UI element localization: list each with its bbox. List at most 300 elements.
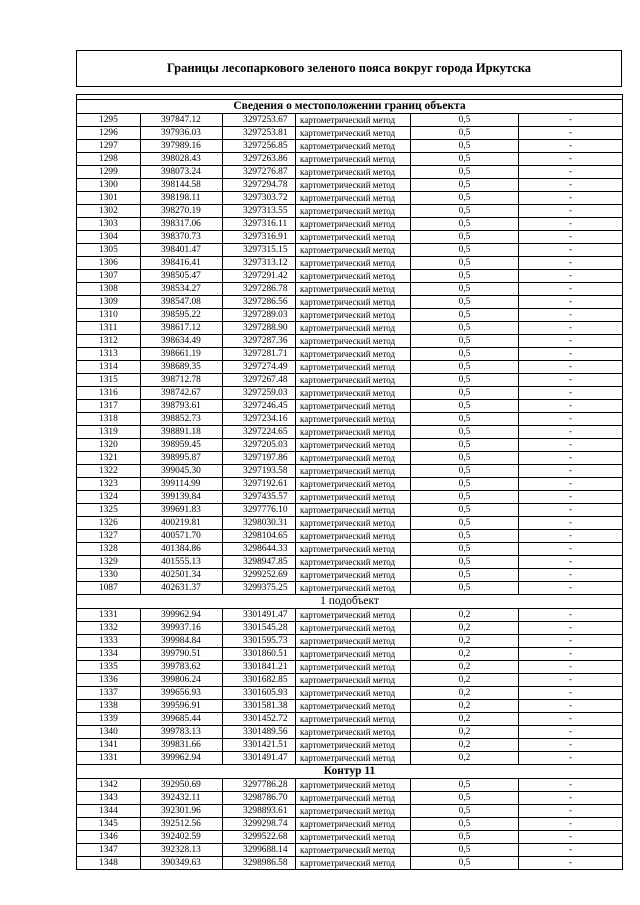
method-cell: картометрический метод xyxy=(296,857,411,870)
point-number-cell: 1333 xyxy=(77,635,141,648)
description-cell: - xyxy=(519,779,623,792)
y-coordinate-cell: 3299375.25 xyxy=(223,582,296,595)
method-cell: картометрический метод xyxy=(296,257,411,270)
method-cell: картометрический метод xyxy=(296,452,411,465)
y-coordinate-cell: 3297316.11 xyxy=(223,218,296,231)
point-number-cell: 1306 xyxy=(77,257,141,270)
point-number-cell: 1345 xyxy=(77,818,141,831)
point-number-cell: 1326 xyxy=(77,517,141,530)
accuracy-cell: 0,5 xyxy=(411,387,519,400)
point-number-cell: 1298 xyxy=(77,153,141,166)
accuracy-cell: 0,2 xyxy=(411,609,519,622)
accuracy-cell: 0,5 xyxy=(411,179,519,192)
table-row xyxy=(77,244,623,257)
method-cell: картометрический метод xyxy=(296,205,411,218)
subobject-row xyxy=(77,595,623,609)
accuracy-cell: 0,2 xyxy=(411,635,519,648)
table-row xyxy=(77,569,623,582)
description-cell: - xyxy=(519,400,623,413)
x-coordinate-cell: 398198.11 xyxy=(141,192,223,205)
accuracy-cell: 0,5 xyxy=(411,413,519,426)
description-cell: - xyxy=(519,687,623,700)
accuracy-cell: 0,5 xyxy=(411,439,519,452)
y-coordinate-cell: 3301581.38 xyxy=(223,700,296,713)
y-coordinate-cell: 3297259.03 xyxy=(223,387,296,400)
point-number-cell: 1310 xyxy=(77,309,141,322)
y-coordinate-cell: 3297197.86 xyxy=(223,452,296,465)
x-coordinate-cell: 399790.51 xyxy=(141,648,223,661)
point-number-cell: 1313 xyxy=(77,348,141,361)
y-coordinate-cell: 3299298.74 xyxy=(223,818,296,831)
y-coordinate-cell: 3297224.65 xyxy=(223,426,296,439)
x-coordinate-cell: 399783.62 xyxy=(141,661,223,674)
y-coordinate-cell: 3298986.58 xyxy=(223,857,296,870)
method-cell: картометрический метод xyxy=(296,296,411,309)
point-number-cell: 1324 xyxy=(77,491,141,504)
method-cell: картометрический метод xyxy=(296,374,411,387)
x-coordinate-cell: 398144.58 xyxy=(141,179,223,192)
accuracy-cell: 0,5 xyxy=(411,857,519,870)
method-cell: картометрический метод xyxy=(296,322,411,335)
point-number-cell: 1338 xyxy=(77,700,141,713)
x-coordinate-cell: 400219.81 xyxy=(141,517,223,530)
table-row xyxy=(77,413,623,426)
point-number-cell: 1297 xyxy=(77,140,141,153)
x-coordinate-cell: 397936.03 xyxy=(141,127,223,140)
method-cell: картометрический метод xyxy=(296,752,411,765)
method-cell: картометрический метод xyxy=(296,231,411,244)
method-cell: картометрический метод xyxy=(296,335,411,348)
description-cell: - xyxy=(519,517,623,530)
accuracy-cell: 0,5 xyxy=(411,465,519,478)
method-cell: картометрический метод xyxy=(296,244,411,257)
description-cell: - xyxy=(519,244,623,257)
description-cell: - xyxy=(519,205,623,218)
y-coordinate-cell: 3301605.93 xyxy=(223,687,296,700)
point-number-cell: 1331 xyxy=(77,752,141,765)
accuracy-cell: 0,2 xyxy=(411,661,519,674)
method-cell: картометрический метод xyxy=(296,661,411,674)
table-row xyxy=(77,648,623,661)
point-number-cell: 1318 xyxy=(77,413,141,426)
table-row xyxy=(77,478,623,491)
method-cell: картометрический метод xyxy=(296,140,411,153)
x-coordinate-cell: 392432.11 xyxy=(141,792,223,805)
method-cell: картометрический метод xyxy=(296,792,411,805)
table-row xyxy=(77,831,623,844)
x-coordinate-cell: 399685.44 xyxy=(141,713,223,726)
table-row xyxy=(77,792,623,805)
point-number-cell: 1340 xyxy=(77,726,141,739)
x-coordinate-cell: 401384.86 xyxy=(141,543,223,556)
description-cell: - xyxy=(519,622,623,635)
contour-heading: Контур 11 xyxy=(77,765,623,779)
point-number-cell: 1317 xyxy=(77,400,141,413)
y-coordinate-cell: 3297281.71 xyxy=(223,348,296,361)
x-coordinate-cell: 392301.96 xyxy=(141,805,223,818)
x-coordinate-cell: 399806.24 xyxy=(141,674,223,687)
accuracy-cell: 0,5 xyxy=(411,244,519,257)
y-coordinate-cell: 3298030.31 xyxy=(223,517,296,530)
y-coordinate-cell: 3297776.10 xyxy=(223,504,296,517)
table-row xyxy=(77,609,623,622)
method-cell: картометрический метод xyxy=(296,713,411,726)
x-coordinate-cell: 399962.94 xyxy=(141,609,223,622)
x-coordinate-cell: 399962.94 xyxy=(141,752,223,765)
table-row xyxy=(77,205,623,218)
description-cell: - xyxy=(519,805,623,818)
table-row xyxy=(77,857,623,870)
description-cell: - xyxy=(519,192,623,205)
method-cell: картометрический метод xyxy=(296,218,411,231)
description-cell: - xyxy=(519,674,623,687)
accuracy-cell: 0,5 xyxy=(411,792,519,805)
table-row xyxy=(77,439,623,452)
point-number-cell: 1299 xyxy=(77,166,141,179)
table-row xyxy=(77,700,623,713)
table-row xyxy=(77,818,623,831)
method-cell: картометрический метод xyxy=(296,127,411,140)
description-cell: - xyxy=(519,478,623,491)
accuracy-cell: 0,2 xyxy=(411,622,519,635)
x-coordinate-cell: 399691.83 xyxy=(141,504,223,517)
description-cell: - xyxy=(519,818,623,831)
description-cell: - xyxy=(519,491,623,504)
point-number-cell: 1330 xyxy=(77,569,141,582)
x-coordinate-cell: 399783.13 xyxy=(141,726,223,739)
x-coordinate-cell: 398317.06 xyxy=(141,218,223,231)
point-number-cell: 1311 xyxy=(77,322,141,335)
table-row xyxy=(77,374,623,387)
description-cell: - xyxy=(519,387,623,400)
point-number-cell: 1327 xyxy=(77,530,141,543)
description-cell: - xyxy=(519,296,623,309)
table-row xyxy=(77,361,623,374)
y-coordinate-cell: 3297287.36 xyxy=(223,335,296,348)
method-cell: картометрический метод xyxy=(296,543,411,556)
title-spacer xyxy=(76,87,622,94)
x-coordinate-cell: 398028.43 xyxy=(141,153,223,166)
description-cell: - xyxy=(519,140,623,153)
y-coordinate-cell: 3301489.56 xyxy=(223,726,296,739)
y-coordinate-cell: 3297205.03 xyxy=(223,439,296,452)
accuracy-cell: 0,5 xyxy=(411,543,519,556)
table-row xyxy=(77,504,623,517)
point-number-cell: 1329 xyxy=(77,556,141,569)
y-coordinate-cell: 3297313.55 xyxy=(223,205,296,218)
subobject-label: 1 подобъект xyxy=(77,595,623,609)
point-number-cell: 1328 xyxy=(77,543,141,556)
table-row xyxy=(77,491,623,504)
accuracy-cell: 0,5 xyxy=(411,257,519,270)
accuracy-cell: 0,5 xyxy=(411,335,519,348)
y-coordinate-cell: 3299252.69 xyxy=(223,569,296,582)
y-coordinate-cell: 3297234.16 xyxy=(223,413,296,426)
method-cell: картометрический метод xyxy=(296,648,411,661)
method-cell: картометрический метод xyxy=(296,726,411,739)
y-coordinate-cell: 3297316.91 xyxy=(223,231,296,244)
accuracy-cell: 0,5 xyxy=(411,569,519,582)
description-cell: - xyxy=(519,283,623,296)
y-coordinate-cell: 3301491.47 xyxy=(223,752,296,765)
table-row xyxy=(77,635,623,648)
description-cell: - xyxy=(519,556,623,569)
table-row xyxy=(77,192,623,205)
table-row xyxy=(77,231,623,244)
accuracy-cell: 0,5 xyxy=(411,844,519,857)
method-cell: картометрический метод xyxy=(296,805,411,818)
method-cell: картометрический метод xyxy=(296,674,411,687)
y-coordinate-cell: 3301421.51 xyxy=(223,739,296,752)
table-row xyxy=(77,114,623,127)
y-coordinate-cell: 3301491.47 xyxy=(223,609,296,622)
point-number-cell: 1314 xyxy=(77,361,141,374)
table-row xyxy=(77,140,623,153)
y-coordinate-cell: 3297276.87 xyxy=(223,166,296,179)
description-cell: - xyxy=(519,700,623,713)
accuracy-cell: 0,2 xyxy=(411,687,519,700)
description-cell: - xyxy=(519,374,623,387)
y-coordinate-cell: 3301682.85 xyxy=(223,674,296,687)
accuracy-cell: 0,5 xyxy=(411,400,519,413)
y-coordinate-cell: 3301595.73 xyxy=(223,635,296,648)
method-cell: картометрический метод xyxy=(296,530,411,543)
method-cell: картометрический метод xyxy=(296,114,411,127)
x-coordinate-cell: 399937.16 xyxy=(141,622,223,635)
method-cell: картометрический метод xyxy=(296,844,411,857)
point-number-cell: 1322 xyxy=(77,465,141,478)
description-cell: - xyxy=(519,582,623,595)
x-coordinate-cell: 398852.73 xyxy=(141,413,223,426)
method-cell: картометрический метод xyxy=(296,400,411,413)
x-coordinate-cell: 392512.56 xyxy=(141,818,223,831)
method-cell: картометрический метод xyxy=(296,426,411,439)
method-cell: картометрический метод xyxy=(296,413,411,426)
method-cell: картометрический метод xyxy=(296,739,411,752)
y-coordinate-cell: 3301860.51 xyxy=(223,648,296,661)
method-cell: картометрический метод xyxy=(296,517,411,530)
x-coordinate-cell: 399984.84 xyxy=(141,635,223,648)
point-number-cell: 1304 xyxy=(77,231,141,244)
description-cell: - xyxy=(519,439,623,452)
y-coordinate-cell: 3298104.65 xyxy=(223,530,296,543)
description-cell: - xyxy=(519,752,623,765)
method-cell: картометрический метод xyxy=(296,831,411,844)
method-cell: картометрический метод xyxy=(296,270,411,283)
y-coordinate-cell: 3297786.28 xyxy=(223,779,296,792)
y-coordinate-cell: 3297315.15 xyxy=(223,244,296,257)
table-row xyxy=(77,309,623,322)
accuracy-cell: 0,2 xyxy=(411,726,519,739)
y-coordinate-cell: 3297246.45 xyxy=(223,400,296,413)
method-cell: картометрический метод xyxy=(296,283,411,296)
point-number-cell: 1315 xyxy=(77,374,141,387)
method-cell: картометрический метод xyxy=(296,192,411,205)
accuracy-cell: 0,5 xyxy=(411,140,519,153)
point-number-cell: 1302 xyxy=(77,205,141,218)
accuracy-cell: 0,5 xyxy=(411,582,519,595)
point-number-cell: 1343 xyxy=(77,792,141,805)
x-coordinate-cell: 398401.47 xyxy=(141,244,223,257)
point-number-cell: 1319 xyxy=(77,426,141,439)
method-cell: картометрический метод xyxy=(296,569,411,582)
table-row xyxy=(77,179,623,192)
accuracy-cell: 0,5 xyxy=(411,517,519,530)
method-cell: картометрический метод xyxy=(296,818,411,831)
y-coordinate-cell: 3297286.56 xyxy=(223,296,296,309)
accuracy-cell: 0,2 xyxy=(411,648,519,661)
accuracy-cell: 0,5 xyxy=(411,426,519,439)
x-coordinate-cell: 399114.99 xyxy=(141,478,223,491)
method-cell: картометрический метод xyxy=(296,504,411,517)
accuracy-cell: 0,5 xyxy=(411,205,519,218)
method-cell: картометрический метод xyxy=(296,166,411,179)
point-number-cell: 1348 xyxy=(77,857,141,870)
x-coordinate-cell: 398891.18 xyxy=(141,426,223,439)
description-cell: - xyxy=(519,153,623,166)
y-coordinate-cell: 3297291.42 xyxy=(223,270,296,283)
y-coordinate-cell: 3299522.68 xyxy=(223,831,296,844)
accuracy-cell: 0,5 xyxy=(411,322,519,335)
x-coordinate-cell: 398534.27 xyxy=(141,283,223,296)
x-coordinate-cell: 398370.73 xyxy=(141,231,223,244)
y-coordinate-cell: 3297289.03 xyxy=(223,309,296,322)
accuracy-cell: 0,5 xyxy=(411,166,519,179)
description-cell: - xyxy=(519,857,623,870)
table-row xyxy=(77,400,623,413)
x-coordinate-cell: 398595.22 xyxy=(141,309,223,322)
x-coordinate-cell: 398547.08 xyxy=(141,296,223,309)
x-coordinate-cell: 398995.87 xyxy=(141,452,223,465)
table-row xyxy=(77,322,623,335)
method-cell: картометрический метод xyxy=(296,491,411,504)
y-coordinate-cell: 3297256.85 xyxy=(223,140,296,153)
description-cell: - xyxy=(519,739,623,752)
description-cell: - xyxy=(519,465,623,478)
point-number-cell: 1347 xyxy=(77,844,141,857)
method-cell: картометрический метод xyxy=(296,779,411,792)
accuracy-cell: 0,5 xyxy=(411,556,519,569)
point-number-cell: 1334 xyxy=(77,648,141,661)
description-cell: - xyxy=(519,218,623,231)
table-row xyxy=(77,387,623,400)
y-coordinate-cell: 3297288.90 xyxy=(223,322,296,335)
point-number-cell: 1316 xyxy=(77,387,141,400)
x-coordinate-cell: 399139.84 xyxy=(141,491,223,504)
x-coordinate-cell: 392950.69 xyxy=(141,779,223,792)
table-row xyxy=(77,270,623,283)
accuracy-cell: 0,5 xyxy=(411,192,519,205)
method-cell: картометрический метод xyxy=(296,439,411,452)
accuracy-cell: 0,5 xyxy=(411,309,519,322)
method-cell: картометрический метод xyxy=(296,635,411,648)
x-coordinate-cell: 398661.19 xyxy=(141,348,223,361)
x-coordinate-cell: 390349.63 xyxy=(141,857,223,870)
point-number-cell: 1332 xyxy=(77,622,141,635)
point-number-cell: 1303 xyxy=(77,218,141,231)
x-coordinate-cell: 399596.91 xyxy=(141,700,223,713)
description-cell: - xyxy=(519,426,623,439)
y-coordinate-cell: 3297193.58 xyxy=(223,465,296,478)
x-coordinate-cell: 398793.61 xyxy=(141,400,223,413)
accuracy-cell: 0,5 xyxy=(411,831,519,844)
y-coordinate-cell: 3297294.78 xyxy=(223,179,296,192)
x-coordinate-cell: 401555.13 xyxy=(141,556,223,569)
x-coordinate-cell: 392402.59 xyxy=(141,831,223,844)
section-heading: Сведения о местоположении границ объекта xyxy=(77,100,623,114)
table-row xyxy=(77,218,623,231)
description-cell: - xyxy=(519,661,623,674)
accuracy-cell: 0,5 xyxy=(411,296,519,309)
description-cell: - xyxy=(519,635,623,648)
point-number-cell: 1308 xyxy=(77,283,141,296)
y-coordinate-cell: 3298786.70 xyxy=(223,792,296,805)
description-cell: - xyxy=(519,648,623,661)
method-cell: картометрический метод xyxy=(296,700,411,713)
method-cell: картометрический метод xyxy=(296,387,411,400)
point-number-cell: 1300 xyxy=(77,179,141,192)
y-coordinate-cell: 3298893.61 xyxy=(223,805,296,818)
section-heading-row xyxy=(77,100,623,114)
y-coordinate-cell: 3297274.49 xyxy=(223,361,296,374)
accuracy-cell: 0,5 xyxy=(411,779,519,792)
table-row xyxy=(77,622,623,635)
table-row xyxy=(77,726,623,739)
description-cell: - xyxy=(519,179,623,192)
table-row xyxy=(77,805,623,818)
table-row xyxy=(77,153,623,166)
description-cell: - xyxy=(519,166,623,179)
y-coordinate-cell: 3297313.12 xyxy=(223,257,296,270)
description-cell: - xyxy=(519,335,623,348)
y-coordinate-cell: 3299688.14 xyxy=(223,844,296,857)
description-cell: - xyxy=(519,831,623,844)
method-cell: картометрический метод xyxy=(296,609,411,622)
y-coordinate-cell: 3298947.85 xyxy=(223,556,296,569)
coordinates-table-body xyxy=(77,95,623,870)
x-coordinate-cell: 398634.49 xyxy=(141,335,223,348)
y-coordinate-cell: 3298644.33 xyxy=(223,543,296,556)
table-row xyxy=(77,674,623,687)
accuracy-cell: 0,2 xyxy=(411,739,519,752)
x-coordinate-cell: 398416.41 xyxy=(141,257,223,270)
point-number-cell: 1325 xyxy=(77,504,141,517)
x-coordinate-cell: 397847.12 xyxy=(141,114,223,127)
y-coordinate-cell: 3297253.81 xyxy=(223,127,296,140)
description-cell: - xyxy=(519,309,623,322)
point-number-cell: 1346 xyxy=(77,831,141,844)
x-coordinate-cell: 398712.78 xyxy=(141,374,223,387)
table-row xyxy=(77,556,623,569)
accuracy-cell: 0,5 xyxy=(411,805,519,818)
method-cell: картометрический метод xyxy=(296,179,411,192)
method-cell: картометрический метод xyxy=(296,348,411,361)
description-cell: - xyxy=(519,713,623,726)
method-cell: картометрический метод xyxy=(296,465,411,478)
point-number-cell: 1296 xyxy=(77,127,141,140)
point-number-cell: 1301 xyxy=(77,192,141,205)
method-cell: картометрический метод xyxy=(296,478,411,491)
point-number-cell: 1344 xyxy=(77,805,141,818)
accuracy-cell: 0,2 xyxy=(411,674,519,687)
accuracy-cell: 0,5 xyxy=(411,818,519,831)
point-number-cell: 1341 xyxy=(77,739,141,752)
table-row xyxy=(77,452,623,465)
y-coordinate-cell: 3297303.72 xyxy=(223,192,296,205)
method-cell: картометрический метод xyxy=(296,622,411,635)
point-number-cell: 1307 xyxy=(77,270,141,283)
x-coordinate-cell: 399656.93 xyxy=(141,687,223,700)
